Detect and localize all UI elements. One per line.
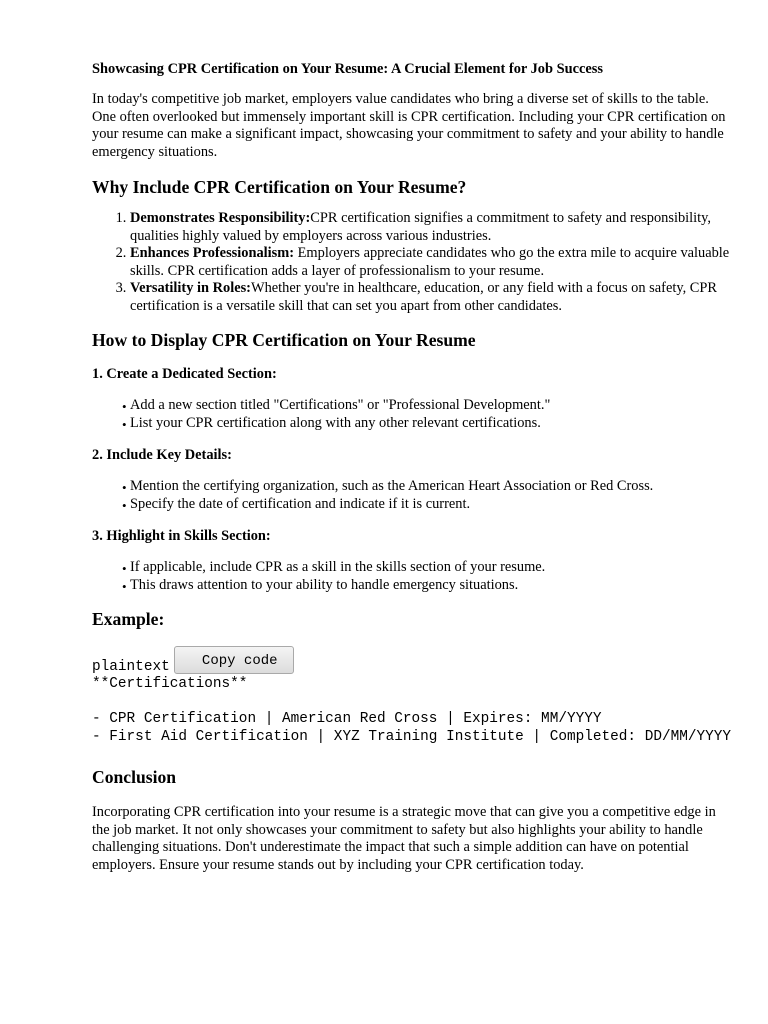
list-item-label: Versatility in Roles: — [130, 280, 251, 296]
code-line: **Certifications** — [92, 676, 248, 692]
why-list — [92, 210, 732, 315]
section-title-key-details: 2. Include Key Details: — [92, 447, 232, 463]
document-title: Showcasing CPR Certification on Your Resume: A Crucial Element for Job Success — [92, 61, 603, 77]
code-language-label: plaintext — [92, 659, 170, 675]
why-heading: Why Include CPR Certification on Your Resume? — [92, 177, 467, 197]
bullet-item: • This draws attention to your ability to handle emergency situations. — [122, 577, 732, 595]
conclusion-heading: Conclusion — [92, 767, 177, 787]
bullet-list-dedicated — [92, 397, 732, 432]
list-item-text: Whether you're in healthcare, education, or any field with a focus on safety, CPR certification is a versatile skill that can set you apart from other candidates. — [130, 280, 717, 314]
example-heading: Example: — [92, 609, 165, 629]
copy-code-button[interactable]: Copy code — [174, 646, 294, 674]
bullet-item: • List your CPR certification along with any other relevant certifications. — [122, 415, 732, 433]
code-block-header — [92, 642, 732, 676]
section-title-dedicated: 1. Create a Dedicated Section: — [92, 366, 277, 382]
list-item-label: Enhances Professionalism: — [130, 245, 295, 261]
intro-paragraph: In today's competitive job market, employers value candidates who bring a diverse set of skills to the table. One often overlooked but immensely important skill is CPR certification. Including your CPR certification on your resume can make a significant impact, showcasing your commitment to safety and your ability to handle emergency situations. — [92, 91, 726, 160]
code-line: - First Aid Certification | XYZ Training Institute | Completed: DD/MM/YYYY — [92, 728, 732, 745]
bullet-list-skills — [92, 559, 732, 594]
list-item — [130, 210, 732, 245]
list-item-label: Demonstrates Responsibility: — [130, 210, 311, 226]
how-heading: How to Display CPR Certification on Your Resume — [92, 330, 476, 350]
list-item — [130, 280, 732, 315]
conclusion-paragraph: Incorporating CPR certification into your resume is a strategic move that can give you a competitive edge in the job market. It not only showcases your commitment to safety but also highlights your ability to handle challenging situations. Don't underestimate the impact that such a simple addition can have on potential employers. Ensure your resume stands out by including your CPR certification today. — [92, 804, 716, 873]
bullet-item: • Specify the date of certification and indicate if it is current. — [122, 496, 732, 514]
document-content — [92, 60, 732, 874]
list-item-text: CPR certification signifies a commitment to safety and responsibility, qualities highly valued by employers across various industries. — [130, 210, 712, 244]
list-item — [130, 245, 732, 280]
code-line: - CPR Certification | American Red Cross | Expires: MM/YYYY — [92, 711, 602, 727]
bullet-item: • Add a new section titled "Certifications" or "Professional Development." — [122, 397, 732, 415]
bullet-list-key-details — [92, 478, 732, 513]
code-block — [92, 676, 768, 746]
bullet-item: • If applicable, include CPR as a skill in the skills section of your resume. — [122, 559, 732, 577]
bullet-item: • Mention the certifying organization, such as the American Heart Association or Red Cross. — [122, 478, 732, 496]
section-title-skills: 3. Highlight in Skills Section: — [92, 528, 271, 544]
list-item-text: Employers appreciate candidates who go the extra mile to acquire valuable skills. CPR certification adds a layer of professionalism to your resume. — [130, 245, 730, 279]
